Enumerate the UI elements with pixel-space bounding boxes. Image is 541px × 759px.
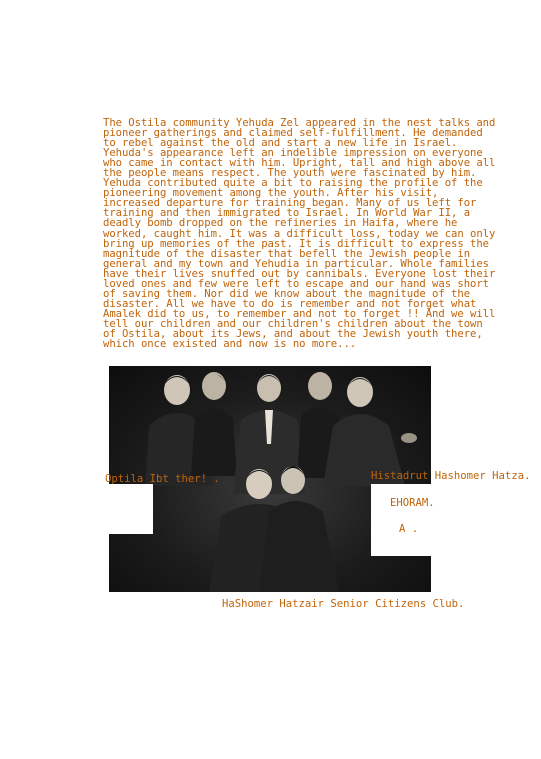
person-head-1: [164, 375, 190, 405]
person-head-7: [281, 466, 305, 494]
photo-caption-bottom: HaShomer Hatzair Senior Citizens Club.: [222, 598, 465, 610]
person-head-3: [257, 374, 281, 402]
person-head-5: [347, 377, 373, 407]
person-head-4: [308, 372, 332, 400]
photo-caption-right-line3: A .: [399, 523, 419, 535]
photo-caption-left: Optila Ibt ther! .: [105, 473, 220, 485]
photo-caption-right-line2: EHORAM.: [390, 497, 435, 509]
photo-caption-right: Histadrut Hashomer Hatza.: [371, 470, 531, 482]
person-head-6: [246, 469, 272, 499]
photo-caption-mask-right: [371, 484, 431, 556]
memoir-paragraph: The Ostila community Yehuda Zel appeared in the nest talks and pioneer gatherings and claimed self-fulfillment. He demanded to rebel against the old and start a new life in Israel. Yehuda's appearance left an indelible impression on everyone who came in contact with him. Upright, tall and high above all the people means respect. The youth were fascinated by him. Yehuda contributed quite a bit to raising the profile of the pioneering movement among the youth. After his visit, increased departure for training began. Many of us left for training and then immigrated to Israel. In World War II, a deadly bomb dropped on the refineries in Haifa, where he worked, caught him. It was a difficult loss, today we can only bring up memories of the past. It is difficult to express the magnitude of the disaster that befell the Jewish people in general and my town and Yehudia in particular. Whole families have their lives snuffed out by cannibals. Everyone lost their loved ones and few were left to escape and our hand was short of saving them. Nor did we know about the magnitude of the disaster. All we have to do is remember and not forget what Amalek did to us, to remember and not to forget !! And we will tell our children and our children's children about the town of Ostila, about its Jews, and about the Jewish youth there, which once existed and now is no more...: [103, 117, 496, 351]
photo-caption-mask-left: [109, 484, 153, 534]
person-head-2: [202, 372, 226, 400]
